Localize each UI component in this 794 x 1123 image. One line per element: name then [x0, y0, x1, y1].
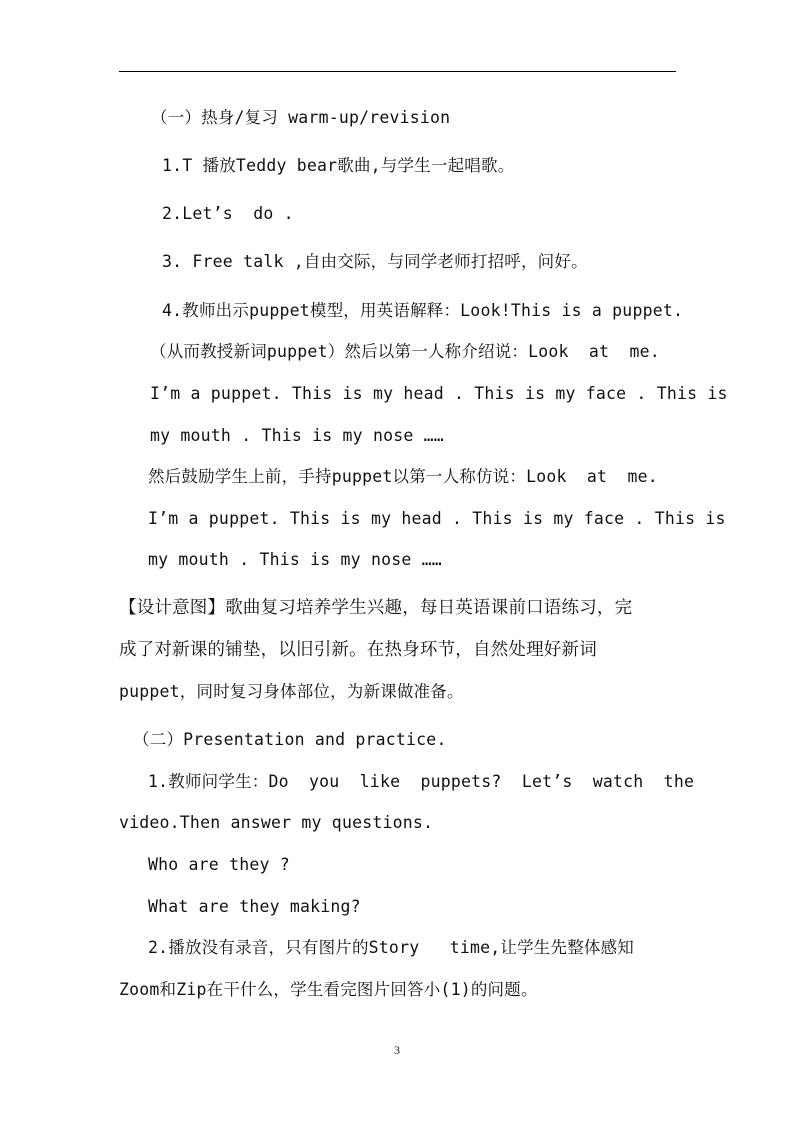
step-3: 3. Free talk ,自由交际，与同学老师打招呼，问好。 — [162, 252, 588, 271]
design-intent-line-1: 【设计意图】歌曲复习培养学生兴趣，每日英语课前口语练习，完 — [119, 598, 633, 618]
step-4-line-7: my mouth . This is my nose …… — [148, 550, 442, 569]
step-2: 2.Let’s do . — [162, 204, 294, 223]
section-heading-warmup: （一）热身/复习 warm-up/revision — [151, 108, 451, 127]
step-4: 4.教师出示puppet模型，用英语解释：Look!This is a puppet. — [162, 301, 684, 320]
question-2: What are they making? — [148, 897, 361, 916]
step-4-line-6: I’m a puppet. This is my head . This is my face . This is — [148, 509, 726, 528]
presentation-step-1-line-2: video.Then answer my questions. — [119, 813, 434, 832]
design-intent-line-2: 成了对新课的铺垫，以旧引新。在热身环节，自然处理好新词 — [119, 640, 597, 660]
design-intent-line-3: puppet，同时复习身体部位，为新课做准备。 — [119, 682, 464, 701]
step-1: 1.T 播放Teddy bear歌曲,与学生一起唱歌。 — [162, 156, 515, 175]
presentation-step-1: 1.教师问学生：Do you like puppets? Let’s watch the — [148, 772, 695, 791]
step-4-line-3: I’m a puppet. This is my head . This is my face . This is — [150, 384, 728, 403]
section-heading-presentation: （二）Presentation and practice. — [133, 730, 447, 749]
page-number: 3 — [394, 1043, 400, 1057]
presentation-step-2-line-2: Zoom和Zip在干什么，学生看完图片回答小(1)的问题。 — [119, 980, 538, 999]
step-4-line-2: （从而教授新词puppet）然后以第一人称介绍说：Look at me. — [150, 342, 660, 361]
presentation-step-2: 2.播放没有录音，只有图片的Story time,让学生先整体感知 — [148, 938, 635, 957]
header-rule — [119, 71, 676, 72]
question-1: Who are they ? — [148, 855, 290, 874]
step-4-line-5: 然后鼓励学生上前，手持puppet以第一人称仿说：Look at me. — [148, 467, 658, 486]
step-4-line-4: my mouth . This is my nose …… — [150, 426, 444, 445]
